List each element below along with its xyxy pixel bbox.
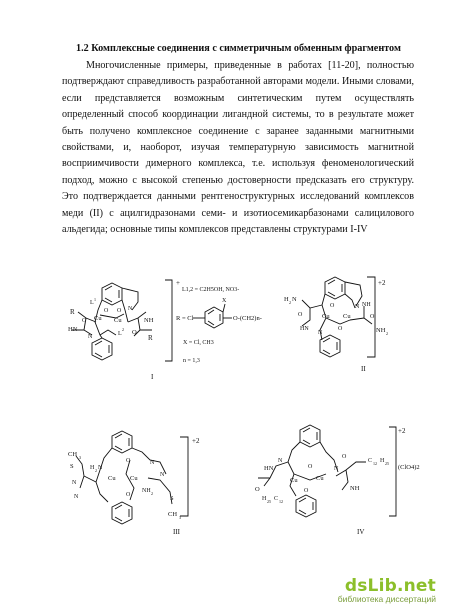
svg-text:12: 12: [373, 461, 377, 466]
svg-text:Cu: Cu: [114, 317, 122, 324]
svg-text:H: H: [284, 296, 289, 303]
watermark: [338, 576, 436, 604]
svg-text:L: L: [118, 331, 122, 337]
svg-text:NH: NH: [362, 302, 371, 308]
structure-iv-label: IV: [357, 528, 365, 536]
svg-text:N: N: [150, 460, 155, 466]
svg-text:1: 1: [94, 297, 96, 302]
substituent-x: X: [222, 298, 227, 304]
svg-text:Cu: Cu: [108, 475, 116, 482]
svg-text:Cu: Cu: [322, 313, 330, 320]
structure-iii-charge: +2: [192, 437, 200, 445]
structure-iii-label: III: [173, 528, 180, 536]
svg-text:O: O: [370, 314, 375, 320]
svg-text:NH: NH: [142, 488, 151, 494]
svg-text:N: N: [98, 465, 103, 471]
section-heading: 1.2 Комплексные соединения с симметричным обменным фрагментом: [76, 43, 401, 54]
svg-text:O: O: [132, 329, 137, 336]
structure-i-charge: +: [176, 279, 180, 287]
structure-iii: [68, 431, 200, 536]
svg-text:O: O: [338, 326, 343, 332]
svg-text:O: O: [342, 454, 347, 460]
svg-text:O: O: [308, 464, 313, 470]
svg-text:C: C: [274, 496, 279, 502]
svg-text:2: 2: [122, 327, 124, 332]
svg-text:N: N: [88, 334, 93, 340]
svg-text:2: 2: [289, 300, 291, 305]
structure-ii-charge: +2: [378, 279, 386, 287]
svg-text:Cu: Cu: [343, 313, 351, 320]
structure-ii: [284, 277, 388, 373]
svg-text:N: N: [318, 330, 323, 336]
structure-iv-charge: +2: [398, 427, 406, 435]
svg-text:H: H: [262, 496, 267, 502]
svg-text:12: 12: [279, 499, 283, 504]
svg-text:N: N: [355, 304, 360, 310]
svg-text:N: N: [74, 494, 79, 500]
svg-text:N: N: [160, 472, 165, 478]
svg-text:CH: CH: [68, 451, 78, 458]
watermark-subtitle: библиотека диссертаций: [337, 594, 436, 604]
svg-text:2: 2: [386, 331, 388, 336]
svg-text:Cu: Cu: [94, 315, 102, 322]
svg-text:HN: HN: [68, 326, 78, 333]
structure-iv: [255, 425, 420, 536]
svg-text:CH: CH: [168, 511, 178, 518]
svg-text:N: N: [334, 466, 339, 472]
svg-text:25: 25: [385, 461, 389, 466]
svg-text:3: 3: [179, 515, 181, 520]
body-text: [62, 58, 414, 238]
svg-text:25: 25: [267, 499, 271, 504]
svg-text:NH: NH: [350, 485, 360, 492]
svg-text:HN: HN: [264, 465, 274, 472]
svg-text:S: S: [70, 463, 74, 470]
svg-text:HN: HN: [300, 326, 309, 332]
svg-text:O: O: [117, 308, 122, 314]
x-values: X = Cl, CH3: [183, 340, 214, 346]
chain-formula: O-(CH2)n-: [233, 315, 262, 322]
structure-i-label: I: [151, 373, 154, 381]
svg-text:N: N: [292, 296, 297, 303]
ligand-text: L1,2 = C2H5OH, NO3-: [182, 287, 240, 293]
structure-i: [68, 279, 262, 381]
svg-text:NH: NH: [376, 327, 386, 334]
svg-text:3: 3: [79, 455, 81, 460]
watermark-logo[interactable]: dsLib.net: [344, 576, 436, 596]
svg-text:O: O: [104, 308, 109, 314]
svg-text:NH: NH: [144, 317, 154, 324]
svg-text:H: H: [90, 465, 95, 471]
svg-text:N: N: [72, 480, 77, 486]
n-values: n = 1,3: [183, 358, 200, 364]
svg-text:O: O: [304, 488, 309, 494]
svg-text:N: N: [278, 458, 283, 464]
svg-text:2: 2: [95, 468, 97, 473]
svg-text:O: O: [298, 312, 303, 318]
chemical-structures-figure: [0, 270, 450, 570]
svg-text:C: C: [368, 458, 373, 464]
counter-ion: (ClO4)2: [398, 464, 420, 471]
svg-text:O: O: [255, 486, 260, 493]
svg-text:2: 2: [151, 491, 153, 496]
svg-text:H: H: [380, 458, 385, 464]
svg-text:O: O: [330, 303, 335, 309]
svg-text:S: S: [170, 495, 174, 502]
svg-text:O: O: [126, 492, 131, 498]
svg-text:R: R: [148, 334, 153, 342]
substituent-r: R = Cl: [176, 315, 194, 322]
svg-text:N: N: [128, 306, 133, 312]
svg-text:R: R: [70, 308, 75, 316]
svg-text:Cu: Cu: [316, 475, 324, 482]
svg-text:O: O: [126, 458, 131, 464]
structure-ii-label: II: [361, 365, 366, 373]
svg-text:Cu: Cu: [290, 477, 298, 484]
svg-text:L: L: [90, 300, 94, 306]
paragraph: Многочисленные примеры, приведенные в работах [11-20], полностью подтверждают справедливость разработанной авторами модели. Иными словами, если представляется возможным синтетическим путем осуществлять определенный способ координации лигандной системы, то в результате может быть получено комплексное соединение с заранее заданными магнитными свойствами, и, наоборот, изучая температурную зависимость магнитной восприимчивости димерного комплекса, т.е. используя феноменологический подход, можно с высокой степенью достоверности предсказать его структуру. Это подтверждается данными рентгеноструктурных исследований комплексов меди (II) с ацилгидразонами семи- и изотиосемикарбазонами салицилового альдегида; основные типы комплексов представлены структурами I-IV: [62, 60, 414, 236]
svg-text:O: O: [82, 318, 87, 324]
svg-text:Cu: Cu: [130, 475, 138, 482]
